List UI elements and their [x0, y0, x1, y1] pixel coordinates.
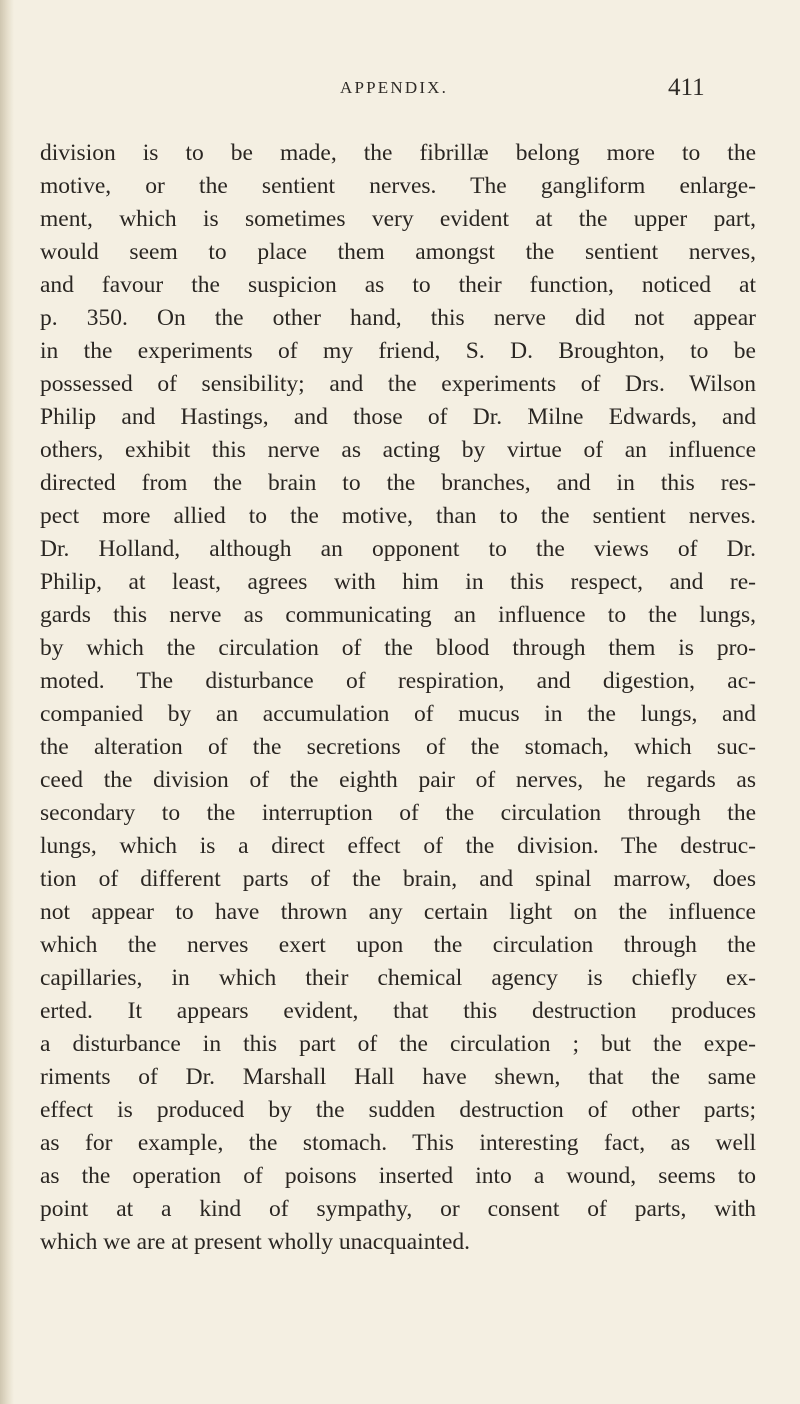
- text-line: others, exhibit this nerve as acting by virtue of an influence: [40, 437, 756, 463]
- text-line: tion of different parts of the brain, and spinal marrow, does: [40, 866, 756, 892]
- text-line: Philip and Hastings, and those of Dr. Milne Edwards, and: [40, 404, 756, 430]
- text-line: gards this nerve as communicating an influence to the lungs,: [40, 602, 756, 628]
- text-line: point at a kind of sympathy, or consent of parts, with: [40, 1196, 756, 1222]
- page-number: 411: [668, 74, 705, 101]
- text-line: secondary to the interruption of the circulation through the: [40, 800, 756, 826]
- text-line: which the nerves exert upon the circulation through the: [40, 932, 756, 958]
- text-line: companied by an accumulation of mucus in the lungs, and: [40, 701, 756, 727]
- page-edge-shadow: [0, 0, 14, 1404]
- text-line: a disturbance in this part of the circulation ; but the expe-: [40, 1031, 756, 1057]
- text-line: Dr. Holland, although an opponent to the views of Dr.: [40, 536, 756, 562]
- text-line: not appear to have thrown any certain light on the influence: [40, 899, 756, 925]
- text-line: as for example, the stomach. This interesting fact, as well: [40, 1130, 756, 1156]
- text-line: lungs, which is a direct effect of the division. The destruc-: [40, 833, 756, 859]
- text-line: ment, which is sometimes very evident at the upper part,: [40, 206, 756, 232]
- text-line: would seem to place them amongst the sentient nerves,: [40, 239, 756, 265]
- text-line: motive, or the sentient nerves. The gangliform enlarge-: [40, 173, 756, 199]
- text-line: in the experiments of my friend, S. D. Broughton, to be: [40, 338, 756, 364]
- text-line: p. 350. On the other hand, this nerve did not appear: [40, 305, 756, 331]
- text-line-last: which we are at present wholly unacquainted.: [40, 1229, 471, 1255]
- text-line: and favour the suspicion as to their function, noticed at: [40, 272, 756, 298]
- text-line: ceed the division of the eighth pair of nerves, he regards as: [40, 767, 756, 793]
- text-line: as the operation of poisons inserted into a wound, seems to: [40, 1163, 756, 1189]
- running-title: APPENDIX.: [340, 78, 449, 97]
- text-line: by which the circulation of the blood through them is pro-: [40, 635, 756, 661]
- text-line: capillaries, in which their chemical agency is chiefly ex-: [40, 965, 756, 991]
- text-line: possessed of sensibility; and the experiments of Drs. Wilson: [40, 371, 756, 397]
- text-line: division is to be made, the fibrillæ belong more to the: [40, 140, 756, 166]
- text-line: pect more allied to the motive, than to the sentient nerves.: [40, 503, 756, 529]
- text-line: riments of Dr. Marshall Hall have shewn, that the same: [40, 1064, 756, 1090]
- text-line: effect is produced by the sudden destruction of other parts;: [40, 1097, 756, 1123]
- text-line: erted. It appears evident, that this destruction produces: [40, 998, 756, 1024]
- body-text: [40, 137, 756, 1259]
- running-header: [0, 74, 800, 110]
- text-line: Philip, at least, agrees with him in this respect, and re-: [40, 569, 756, 595]
- text-line: the alteration of the secretions of the stomach, which suc-: [40, 734, 756, 760]
- text-line: moted. The disturbance of respiration, and digestion, ac-: [40, 668, 756, 694]
- text-line: directed from the brain to the branches, and in this res-: [40, 470, 756, 496]
